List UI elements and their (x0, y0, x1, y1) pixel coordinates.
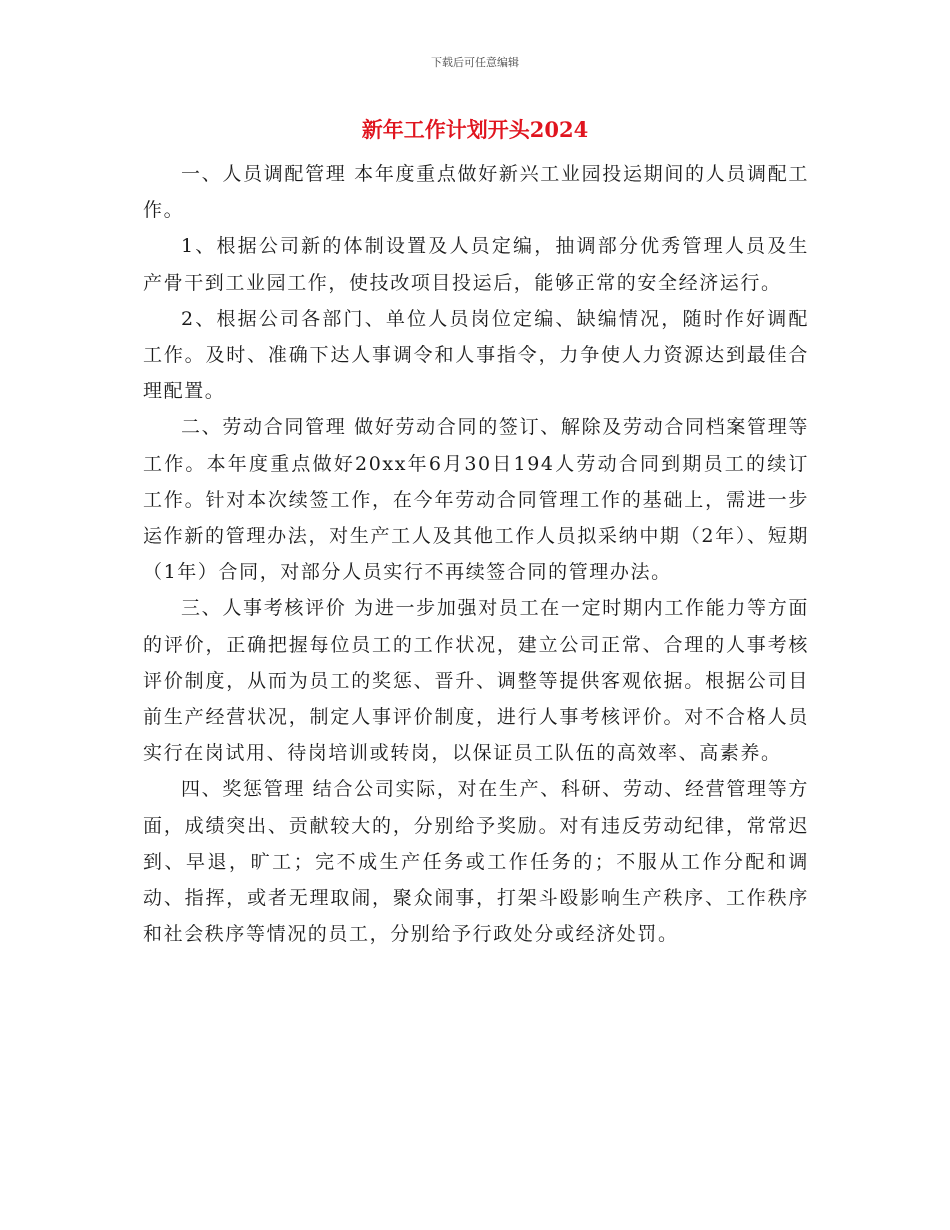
paragraph-personnel-allocation: 一、人员调配管理 本年度重点做好新兴工业园投运期间的人员调配工作。 (143, 163, 809, 222)
paragraph-labor-contract: 二、劳动合同管理 做好劳动合同的签订、解除及劳动合同档案管理等工作。本年度重点做好20xx年6月30日194人劳动合同到期员工的续订工作。针对本次续签工作，在今年劳动合同管理工作的基础上，需进一步运作新的管理办法，对生产工人及其他工作人员拟采纳中期（2年）、短期（1年）合同，对部分人员实行不再续签合同的管理办法。 (143, 416, 809, 584)
header-note: 下载后可任意编辑 (431, 56, 519, 69)
document-body (143, 156, 809, 952)
paragraph-allocation-item-2: 2、根据公司各部门、单位人员岗位定编、缺编情况，随时作好调配工作。及时、准确下达人事调令和人事指令，力争使人力资源达到最佳合理配置。 (143, 307, 809, 403)
paragraph-allocation-item-1: 1、根据公司新的体制设置及人员定编，抽调部分优秀管理人员及生产骨干到工业园工作，使技改项目投运后，能够正常的安全经济运行。 (143, 235, 809, 294)
paragraph-rewards-penalties: 四、奖惩管理 结合公司实际，对在生产、科研、劳动、经营管理等方面，成绩突出、贡献较大的，分别给予奖励。对有违反劳动纪律，常常迟到、早退，旷工；完不成生产任务或工作任务的；不服从工作分配和调动、指挥，或者无理取闹，聚众闹事，打架斗殴影响生产秩序、工作秩序和社会秩序等情况的员工，分别给予行政处分或经济处罚。 (143, 778, 809, 946)
document-title: 新年工作计划开头2024 (361, 117, 589, 142)
paragraph-performance-review: 三、人事考核评价 为进一步加强对员工在一定时期内工作能力等方面的评价，正确把握每位员工的工作状况，建立公司正常、合理的人事考核评价制度，从而为员工的奖惩、晋升、调整等提供客观依据。根据公司目前生产经营状况，制定人事评价制度，进行人事考核评价。对不合格人员实行在岗试用、待岗培训或转岗，以保证员工队伍的高效率、高素养。 (143, 597, 809, 765)
